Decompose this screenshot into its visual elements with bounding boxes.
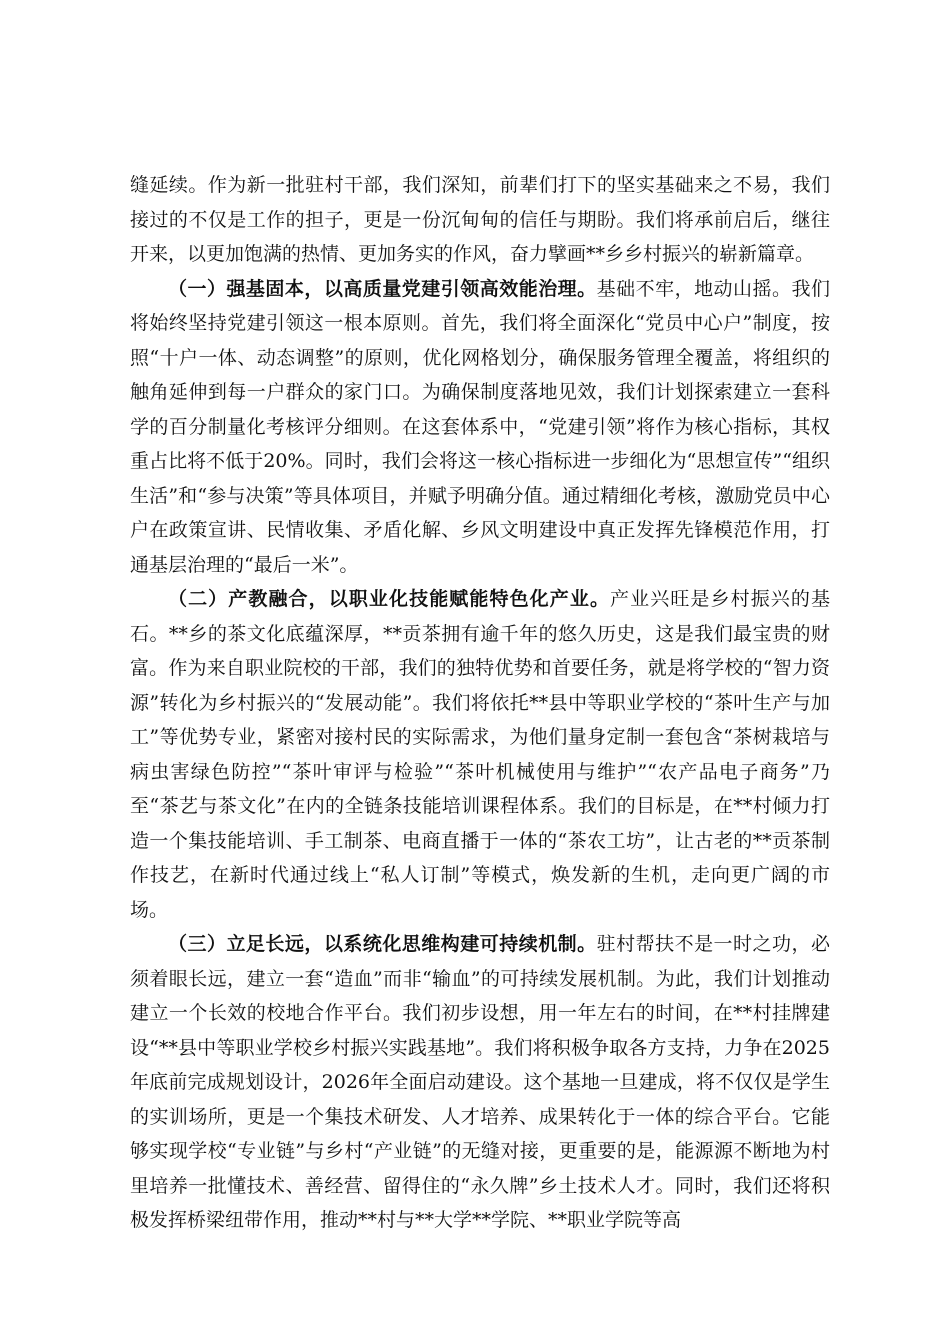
paragraph-section-2 xyxy=(130,582,830,927)
section-2-text: 产业兴旺是乡村振兴的基石。**乡的茶文化底蕴深厚，**贡茶拥有逾千年的悠久历史，这是我们最宝贵的财富。作为来自职业院校的干部，我们的独特优势和首要任务，就是将学校的“智力资源”转化为乡村振兴的“发展动能”。我们将依托**县中等职业学校的“茶叶生产与加工”等优势专业，紧密对接村民的实际需求，为他们量身定制一套包含“茶树栽培与病虫害绿色防控”“茶叶审评与检验”“茶叶机械使用与维护”“农产品电子商务”乃至“茶艺与茶文化”在内的全链条技能培训课程体系。我们的目标是，在**村倾力打造一个集技能培训、手工制茶、电商直播于一体的“茶农工坊”，让古老的**贡茶制作技艺，在新时代通过线上“私人订制”等模式，焕发新的生机，走向更广阔的市场。 xyxy=(130,588,830,921)
paragraph-section-3 xyxy=(130,927,830,1238)
section-1-heading: （一）强基固本，以高质量党建引领高效能治理。 xyxy=(168,277,597,300)
paragraph-section-1 xyxy=(130,272,830,583)
section-1-text: 基础不牢，地动山摇。我们将始终坚持党建引领这一根本原则。首先，我们将全面深化“党员中心户”制度，按照“十户一体、动态调整”的原则，优化网格划分，确保服务管理全覆盖，将组织的触角延伸到每一户群众的家门口。为确保制度落地见效，我们计划探索建立一套科学的百分制量化考核评分细则。在这套体系中，“党建引领”将作为核心指标，其权重占比将不低于20%。同时，我们会将这一核心指标进一步细化为“思想宣传”“组织生活”和“参与决策”等具体项目，并赋予明确分值。通过精细化考核，激励党员中心户在政策宣讲、民情收集、矛盾化解、乡风文明建设中真正发挥先锋模范作用，打通基层治理的“最后一米”。 xyxy=(130,277,830,576)
section-2-heading: （二）产教融合，以职业化技能赋能特色化产业。 xyxy=(168,588,611,610)
paragraph-intro xyxy=(130,168,830,272)
paragraph-intro-text: 缝延续。作为新一批驻村干部，我们深知，前辈们打下的坚实基础来之不易，我们接过的不仅是工作的担子，更是一份沉甸甸的信任与期盼。我们将承前启后，继往开来，以更加饱满的热情、更加务实的作风，奋力擘画**乡乡村振兴的崭新篇章。 xyxy=(130,174,830,265)
section-3-text: 驻村帮扶不是一时之功，必须着眼长远，建立一套“造血”而非“输血”的可持续发展机制。为此，我们计划推动建立一个长效的校地合作平台。我们初步设想，用一年左右的时间，在**村挂牌建设“**县中等职业学校乡村振兴实践基地”。我们将积极争取各方支持，力争在2025年底前完成规划设计，2026年全面启动建设。这个基地一旦建成，将不仅仅是学生的实训场所，更是一个集技术研发、人才培养、成果转化于一体的综合平台。它能够实现学校“专业链”与乡村“产业链”的无缝对接，更重要的是，能源源不断地为村里培养一批懂技术、善经营、留得住的“永久牌”乡土技术人才。同时，我们还将积极发挥桥梁纽带作用，推动**村与**大学**学院、**职业学院等高 xyxy=(130,933,830,1231)
section-3-heading: （三）立足长远，以系统化思维构建可持续机制。 xyxy=(168,933,597,955)
document-body xyxy=(130,168,830,1238)
